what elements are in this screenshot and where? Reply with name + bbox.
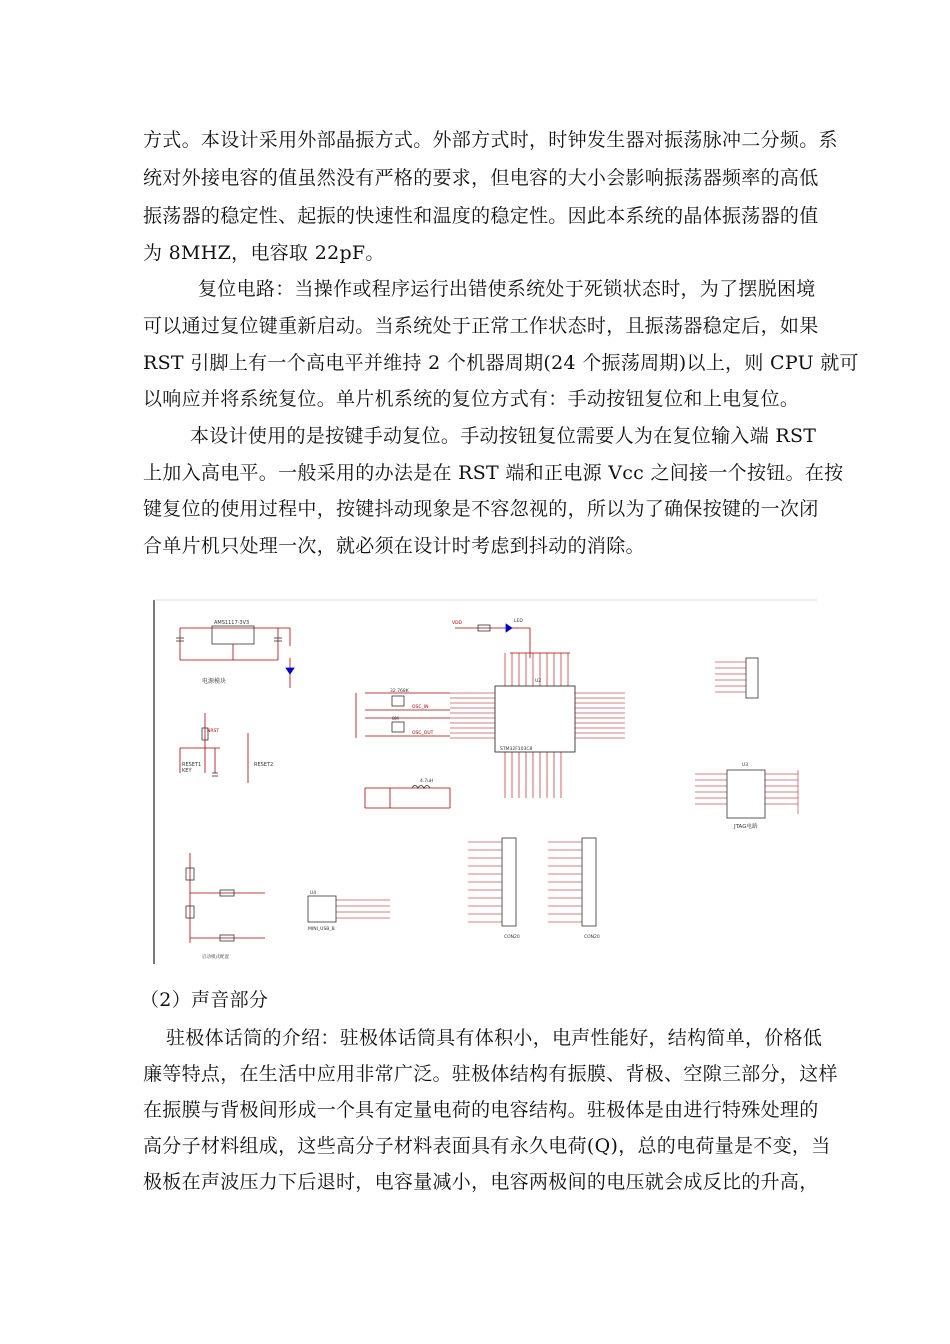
usb-ref: U4	[310, 891, 317, 896]
paragraph-3-line-1: 本设计使用的是按键手动复位。手动按钮复位需要人为在复位输入端 RST	[190, 425, 817, 447]
paragraph-4-line-5: 极板在声波压力下后退时，电容量减小，电容两极间的电压就会成反比的升高，	[143, 1171, 819, 1193]
paragraph-2-line-2: 可以通过复位键重新启动。当系统处于正常工作状态时，且振荡器稳定后，如果	[143, 315, 819, 337]
jtag-label: JTAG电路	[734, 824, 758, 830]
circuit-schematic	[150, 598, 817, 966]
paragraph-1-line-1: 方式。本设计采用外部晶振方式。外部方式时，时钟发生器对振荡脉冲二分频。系	[143, 129, 838, 151]
paragraph-2-line-1: 复位电路：当操作或程序运行出错使系统处于死锁状态时，为了摆脱困境	[198, 278, 816, 300]
crystal2-label: 8M	[392, 717, 399, 722]
paragraph-4-line-4: 高分子材料组成，这些高分子材料表面具有永久电荷(Q)，总的电荷量是不变，当	[143, 1135, 831, 1157]
mcu-label: STM32F103C8	[500, 747, 533, 752]
paragraph-1-line-2: 统对外接电容的值虽然没有严格的要求，但电容的大小会影响振荡器频率的高低	[143, 167, 819, 189]
connector-right-label: CON20	[584, 935, 600, 940]
vdd-label: VDD	[452, 621, 463, 626]
paragraph-4-line-2: 廉等特点，在生活中应用非常广泛。驻极体结构有振膜、背极、空隙三部分，这样	[143, 1063, 838, 1085]
power-module-label: 电源模块	[202, 678, 227, 685]
section-heading: （2）声音部分	[140, 989, 269, 1011]
paragraph-2-line-3: RST 引脚上有一个高电平并维持 2 个机器周期(24 个振荡周期)以上，则 CPU 就可	[143, 352, 859, 374]
reset2-label: RESET2	[254, 762, 274, 768]
regulator-label: AMS1117-3V3	[214, 620, 250, 626]
paragraph-3-line-2: 上加入高电平。一般采用的办法是在 RST 端和正电源 Vcc 之间接一个按钮。在按	[143, 462, 844, 484]
connector-left-label: CON20	[504, 935, 520, 940]
inductor-label: 4.7uH	[420, 779, 434, 784]
paragraph-3-line-3: 键复位的使用过程中，按键抖动现象是不容忽视的，所以为了确保按键的一次闭	[143, 498, 819, 520]
paragraph-2-line-4: 以响应并将系统复位。单片机系统的复位方式有：手动按钮复位和上电复位。	[143, 388, 800, 410]
jtag-ref: U3	[742, 763, 749, 768]
paragraph-4-line-1: 驻极体话筒的介绍：驻极体话筒具有体积小，电声性能好，结构简单，价格低	[166, 1027, 823, 1049]
boot-label: 启动模式配置	[202, 955, 229, 960]
usb-label: MINI_USB_B	[308, 927, 335, 932]
paragraph-3-line-4: 合单片机只处理一次，就必须在设计时考虑到抖动的消除。	[143, 535, 645, 557]
reset1-label: RESET1	[182, 762, 202, 768]
paragraph-1-line-3: 振荡器的稳定性、起振的快速性和温度的稳定性。因此本系统的晶体振荡器的值	[143, 205, 819, 227]
crystal1-label: 32.768K	[390, 689, 409, 694]
key1-label: KEY	[182, 768, 192, 774]
led-label: LED	[514, 619, 523, 624]
osc-in-label: OSC_IN	[412, 705, 429, 710]
mcu-ref: U2	[535, 679, 542, 684]
osc-out-label: OSC_OUT	[412, 731, 434, 736]
nrst-label: NRST	[207, 729, 220, 734]
paragraph-1-line-4: 为 8MHZ，电容取 22pF。	[143, 242, 385, 264]
paragraph-4-line-3: 在振膜与背极间形成一个具有定量电荷的电容结构。驻极体是由进行特殊处理的	[143, 1099, 819, 1121]
